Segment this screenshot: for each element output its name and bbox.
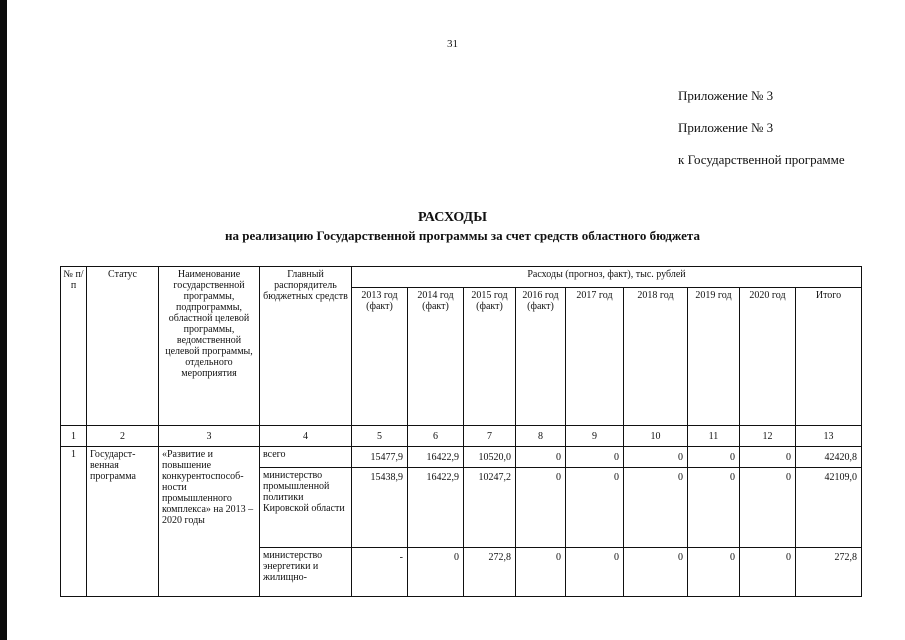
column-number: 4 <box>260 426 352 447</box>
header-num: № п/п <box>61 267 87 426</box>
header-year-2013: 2013 год (факт) <box>352 288 408 426</box>
header-total: Итого <box>796 288 862 426</box>
cell-value: 0 <box>566 447 624 468</box>
scan-edge <box>0 0 7 640</box>
header-year-2019: 2019 год <box>688 288 740 426</box>
header-status: Статус <box>87 267 159 426</box>
header-manager: Главный распорядитель бюджетных средств <box>260 267 352 426</box>
column-number: 1 <box>61 426 87 447</box>
column-number: 8 <box>516 426 566 447</box>
column-number: 7 <box>464 426 516 447</box>
column-number: 3 <box>159 426 260 447</box>
cell-value: 10520,0 <box>464 447 516 468</box>
column-number: 11 <box>688 426 740 447</box>
row-status: Государст-венная программа <box>87 447 159 597</box>
cell-value: 15477,9 <box>352 447 408 468</box>
document-title: РАСХОДЫ <box>418 210 487 225</box>
appendix-line-3: к Государственной программе <box>678 152 845 167</box>
cell-value: 0 <box>408 548 464 597</box>
cell-total: 272,8 <box>796 548 862 597</box>
cell-value: 0 <box>566 548 624 597</box>
column-number: 13 <box>796 426 862 447</box>
expenses-table <box>60 266 862 597</box>
cell-value: 0 <box>516 468 566 548</box>
cell-value: 16422,9 <box>408 468 464 548</box>
document-subtitle: на реализацию Государственной программы за счет средств областного бюджета <box>225 228 700 243</box>
cell-value: 0 <box>624 468 688 548</box>
cell-value: 0 <box>740 548 796 597</box>
cell-total: 42420,8 <box>796 447 862 468</box>
column-number: 6 <box>408 426 464 447</box>
header-year-2014: 2014 год (факт) <box>408 288 464 426</box>
cell-value: 0 <box>688 548 740 597</box>
table-row <box>61 447 862 468</box>
row-manager: министерство энергетики и жилищно- <box>260 548 352 597</box>
header-name: Наименование государственной программы, подпрограммы, областной целевой программы, ведомственной целевой программы, отдельного мероприятия <box>159 267 260 426</box>
page-number: 31 <box>447 38 458 50</box>
cell-value: 15438,9 <box>352 468 408 548</box>
cell-value: 0 <box>740 468 796 548</box>
header-year-2018: 2018 год <box>624 288 688 426</box>
row-program-name: «Развитие и повышение конкурентоспособ-ности промышленного комплекса» на 2013 – 2020 годы <box>159 447 260 597</box>
cell-value: 272,8 <box>464 548 516 597</box>
cell-value: 0 <box>624 447 688 468</box>
header-expenses: Расходы (прогноз, факт), тыс. рублей <box>352 267 862 288</box>
row-manager: всего <box>260 447 352 468</box>
cell-total: 42109,0 <box>796 468 862 548</box>
cell-value: 0 <box>624 548 688 597</box>
column-number-row <box>61 426 862 447</box>
cell-value: 0 <box>516 447 566 468</box>
column-number: 12 <box>740 426 796 447</box>
row-manager: министерство промышленной политики Кировской области <box>260 468 352 548</box>
row-num: 1 <box>61 447 87 597</box>
cell-value: 0 <box>516 548 566 597</box>
column-number: 10 <box>624 426 688 447</box>
header-year-2017: 2017 год <box>566 288 624 426</box>
appendix-line-2: Приложение № 3 <box>678 120 774 135</box>
header-year-2020: 2020 год <box>740 288 796 426</box>
cell-value: 16422,9 <box>408 447 464 468</box>
header-year-2016: 2016 год (факт) <box>516 288 566 426</box>
header-year-2015: 2015 год (факт) <box>464 288 516 426</box>
column-number: 9 <box>566 426 624 447</box>
cell-value: 0 <box>688 447 740 468</box>
cell-value: 0 <box>688 468 740 548</box>
cell-value: 10247,2 <box>464 468 516 548</box>
column-number: 5 <box>352 426 408 447</box>
cell-value: 0 <box>566 468 624 548</box>
appendix-line-1: Приложение № 3 <box>678 88 774 103</box>
cell-value: 0 <box>740 447 796 468</box>
column-number: 2 <box>87 426 159 447</box>
cell-value: - <box>352 548 408 597</box>
